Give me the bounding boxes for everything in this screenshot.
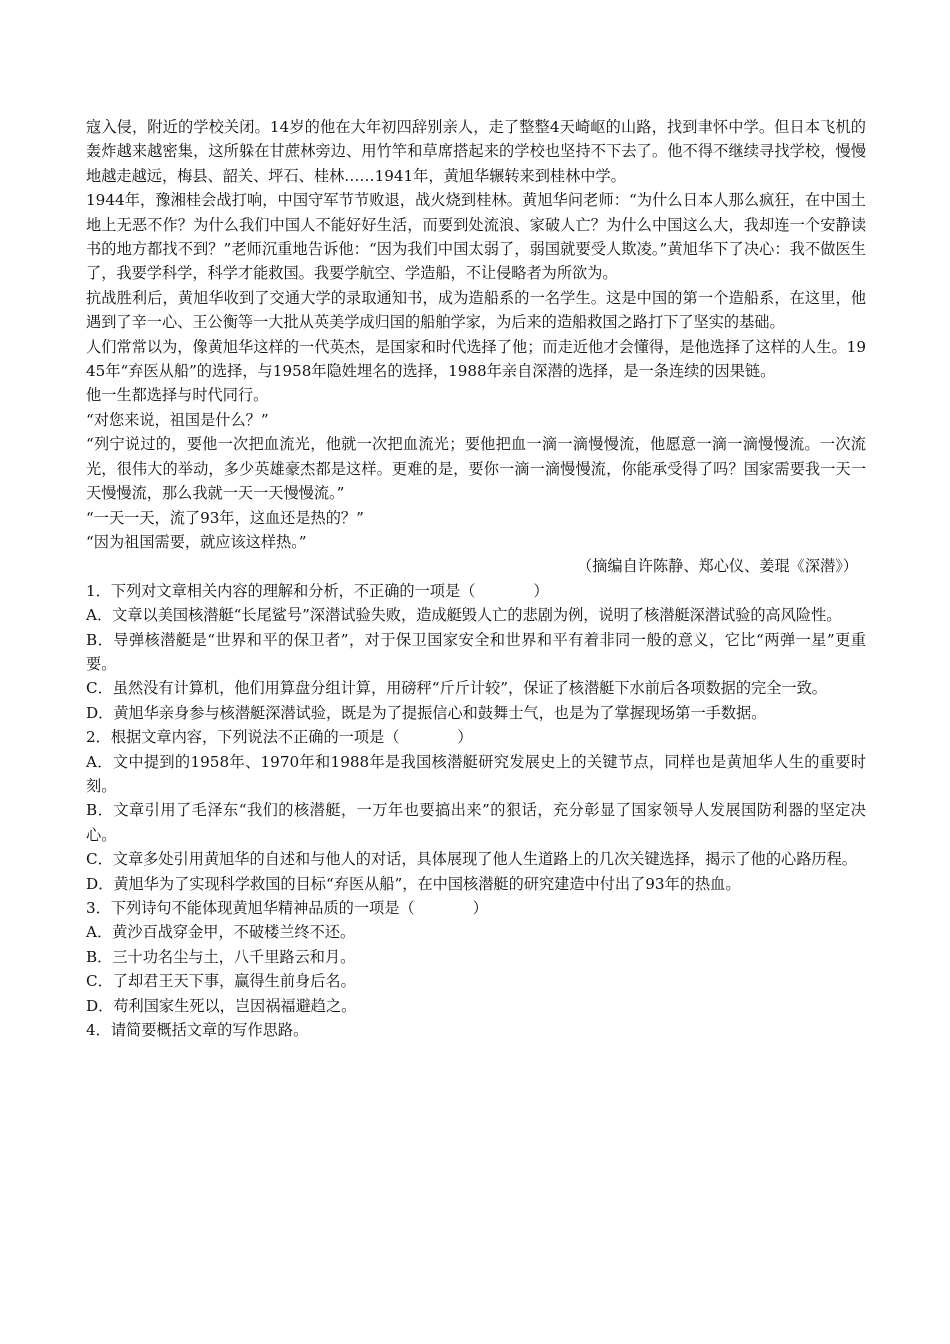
question-2 [86,725,866,896]
question-stem: 2．根据文章内容，下列说法不正确的一项是（ ） [86,728,473,747]
question-option: D．黄旭华亲身参与核潜艇深潜试验，既是为了提振信心和鼓舞士气，也是为了掌握现场第一手数据。 [86,703,767,722]
question-stem: 4．请简要概括文章的写作思路。 [86,1021,309,1040]
question-option: D．苟利国家生死以，岂因祸福避趋之。 [86,996,357,1015]
question-option: A．黄沙百战穿金甲，不破楼兰终不还。 [86,923,356,942]
article-paragraph: “一天一天，流了93年，这血还是热的？” [86,508,364,527]
question-option: C．虽然没有计算机，他们用算盘分组计算，用磅秤“斤斤计较”，保证了核潜艇下水前后各项数据的完全一致。 [86,679,827,698]
question-option: C．了却君王天下事，赢得生前身后名。 [86,972,356,991]
article-paragraph: 1944年，豫湘桂会战打响，中国守军节节败退，战火烧到桂林。黄旭华问老师：“为什么日本人那么疯狂，在中国土地上无恶不作？为什么我们中国人不能好好生活，而要到处流浪、家破人亡？为什么中国这么大，我却连一个安静读书的地方都找不到？”老师沉重地告诉他：“因为我们中国太弱了，弱国就要受人欺凌。”黄旭华下了决心：我不做医生了，我要学科学，科学才能救国。我要学航空、学造船，不让侵略者为所欲为。 [86,191,866,283]
question-option: B．文章引用了毛泽东“我们的核潜艇，一万年也要搞出来”的狠话，充分彰显了国家领导人发展国防利器的坚定决心。 [86,801,866,844]
article-paragraph: 他一生都选择与时代同行。 [86,386,269,405]
article-body [86,115,866,579]
article-paragraph: “对您来说，祖国是什么？” [86,410,269,429]
question-option: B．三十功名尘与土，八千里路云和月。 [86,947,356,966]
question-option: C．文章多处引用黄旭华的自述和与他人的对话，具体展现了他人生道路上的几次关键选择，揭示了他的心路历程。 [86,850,857,869]
article-paragraph: “列宁说过的，要他一次把血流光，他就一次把血流光；要他把血一滴一滴慢慢流，他愿意一滴一滴慢慢流。一次流光，很伟大的举动，多少英雄豪杰都是这样。更难的是，要你一滴一滴慢慢流，你能承受得了吗？国家需要我一天一天慢慢流，那么我就一天一天慢慢流。” [86,435,866,503]
question-stem: 1．下列对文章相关内容的理解和分析，不正确的一项是（ ） [86,581,549,600]
article-paragraph: “因为祖国需要，就应该这样热。” [86,532,307,551]
article-source: （摘编自许陈静、郑心仪、姜琨《深潜》） [577,557,858,576]
question-option: D．黄旭华为了实现科学救国的目标“弃医从船”，在中国核潜艇的研究建造中付出了93年的热血。 [86,874,741,893]
question-1 [86,579,866,725]
question-4 [86,1018,866,1042]
question-stem: 3．下列诗句不能体现黄旭华精神品质的一项是（ ） [86,899,488,917]
article-paragraph: 抗战胜利后，黄旭华收到了交通大学的录取通知书，成为造船系的一名学生。这是中国的第一个造船系，在这里，他遇到了辛一心、王公衡等一大批从英美学成归国的船舶学家，为后来的造船救国之路打下了坚实的基础。 [86,288,866,332]
article-paragraph: 寇入侵，附近的学校关闭。14岁的他在大年初四辞别亲人，走了整整4天崎岖的山路，找到聿怀中学。但日本飞机的轰炸越来越密集，这所躲在甘蔗林旁边、用竹竿和草席搭起来的学校也坚持不下去了。他不得不继续寻找学校，慢慢地越走越远，梅县、韶关、坪石、桂林……1941年，黄旭华辗转来到桂林中学。 [86,118,866,185]
question-option: B．导弹核潜艇是“世界和平的保卫者”，对于保卫国家安全和世界和平有着非同一般的意义，它比“两弹一星”更重要。 [86,630,866,673]
question-option: A．文中提到的1958年、1970年和1988年是我国核潜艇研究发展史上的关键节点，同样也是黄旭华人生的重要时刻。 [86,752,866,795]
article-paragraph: 人们常常以为，像黄旭华这样的一代英杰，是国家和时代选择了他；而走近他才会懂得，是他选择了这样的人生。1945年“弃医从船”的选择，与1958年隐姓埋名的选择，1988年亲自深潜的选择，是一条连续的因果链。 [86,337,866,381]
question-option: A．文章以美国核潜艇“长尾鲨号”深潜试验失败，造成艇毁人亡的悲剧为例，说明了核潜艇深潜试验的高风险性。 [86,606,842,625]
question-3 [86,896,866,1018]
document-page [86,115,866,1042]
